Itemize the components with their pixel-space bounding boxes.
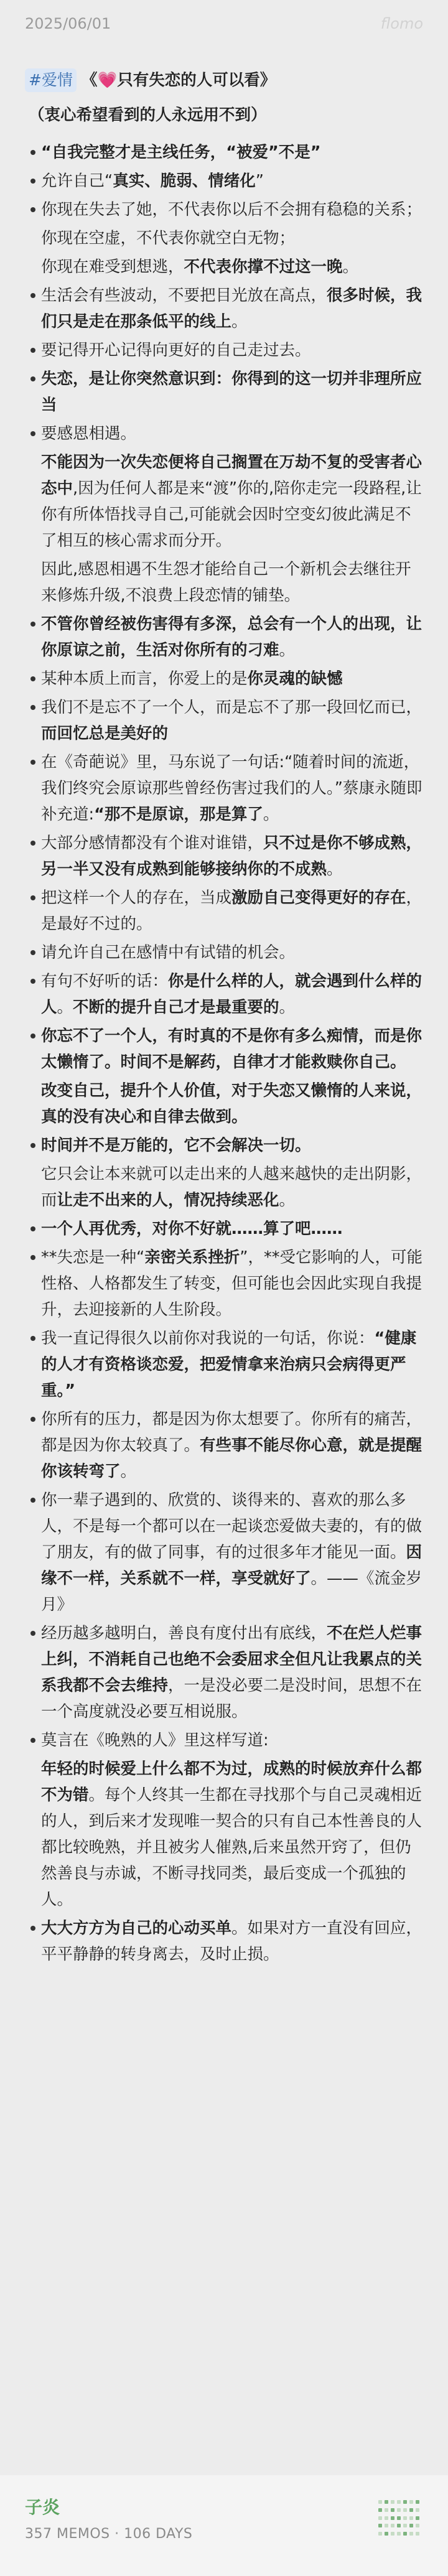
list-item-body bbox=[41, 1216, 427, 1242]
heatmap-cell bbox=[397, 2532, 401, 2536]
list-item bbox=[25, 611, 427, 663]
dot-icon bbox=[30, 293, 35, 298]
paragraph bbox=[41, 197, 427, 223]
list-item bbox=[25, 666, 427, 692]
dot-icon bbox=[30, 207, 35, 212]
bullet-dot-icon bbox=[25, 139, 41, 166]
list-item-body bbox=[41, 1132, 427, 1213]
heatmap-cell bbox=[391, 2516, 394, 2520]
list-item-body bbox=[41, 1325, 427, 1404]
list-item bbox=[25, 830, 427, 882]
bullet-dot-icon bbox=[25, 1244, 41, 1271]
bold-text: 而回忆总是美好的 bbox=[41, 724, 169, 743]
paragraph bbox=[41, 337, 427, 363]
list-item bbox=[25, 1216, 427, 1242]
text-segment: 。 bbox=[279, 1191, 296, 1210]
text-segment: 。每个人终其一生都在寻找那个与自己灵魂相近的人，到后来才发现唯一契合的只有自己本性善良的人都比较晚熟，并且被劣人催熟,后来虽然开窍了，但仍然善良与赤诚，不断寻找同类，最后变成一个孤独的人。 bbox=[41, 1786, 422, 1909]
memo-date: 2025/06/01 bbox=[25, 15, 111, 32]
dot-icon bbox=[30, 1226, 35, 1231]
heatmap-cell bbox=[385, 2516, 388, 2520]
dot-icon bbox=[30, 1255, 35, 1260]
memo-stats: 357 MEMOS · 106 DAYS bbox=[25, 2526, 193, 2542]
bullet-dot-icon bbox=[25, 1727, 41, 1753]
dot-icon bbox=[30, 348, 35, 353]
list-item-body bbox=[41, 885, 427, 937]
heatmap-cell bbox=[403, 2532, 407, 2536]
text-segment: 把这样一个人的存在，当成 bbox=[41, 889, 232, 907]
heatmap-cell bbox=[385, 2500, 388, 2504]
text-segment: 大部分感情都没有个谁对谁错， bbox=[41, 834, 264, 852]
bold-text: 一个人再优秀，对你不好就……算了吧…… bbox=[41, 1220, 343, 1238]
list-item-body bbox=[41, 139, 427, 166]
text-segment: 请允许自己在感情中有试错的机会。 bbox=[41, 943, 296, 962]
heatmap-cell bbox=[397, 2508, 401, 2512]
bullet-dot-icon bbox=[25, 337, 41, 363]
list-item-body bbox=[41, 749, 427, 828]
bullet-dot-icon bbox=[25, 749, 41, 775]
bold-text: “那不是原谅，那是算了 bbox=[94, 805, 263, 824]
text-segment: 它只会让本来就可以走出来的人越来越快的走出阴影，而 bbox=[41, 1165, 422, 1210]
list-item bbox=[25, 1487, 427, 1618]
paragraph bbox=[41, 885, 427, 937]
list-item-body bbox=[41, 282, 427, 335]
text-segment: 有句不好听的话： bbox=[41, 972, 169, 991]
paragraph bbox=[41, 666, 427, 692]
dot-icon bbox=[30, 841, 35, 846]
dot-icon bbox=[30, 950, 35, 955]
paragraph bbox=[41, 749, 427, 828]
list-item-body bbox=[41, 1727, 427, 1913]
paragraph bbox=[41, 1487, 427, 1618]
list-item bbox=[25, 749, 427, 828]
text-segment: 。 bbox=[342, 258, 359, 276]
list-item-body bbox=[41, 366, 427, 418]
text-segment: 。 bbox=[263, 805, 279, 824]
dot-icon bbox=[30, 1417, 35, 1422]
memo-subtitle: （衷心希望看到的人永远用不到） bbox=[29, 106, 267, 124]
dot-icon bbox=[30, 676, 35, 681]
paragraph bbox=[41, 1161, 427, 1213]
heatmap-cell bbox=[409, 2524, 413, 2527]
text-segment: 。 bbox=[279, 641, 296, 660]
heatmap-cell bbox=[378, 2516, 382, 2520]
bullet-dot-icon bbox=[25, 885, 41, 911]
paragraph bbox=[41, 968, 427, 1020]
dot-icon bbox=[30, 895, 35, 900]
list-item-body bbox=[41, 1915, 427, 1967]
bold-text: 改变自己，提升个人价值，对于失恋又懒惰的人来说，真的没有决心和自律去做到。 bbox=[41, 1081, 422, 1126]
dot-icon bbox=[30, 1336, 35, 1341]
paragraph bbox=[41, 225, 427, 251]
memo-content bbox=[0, 67, 448, 2469]
bold-text: 让走不出来的人，情况持续恶化 bbox=[57, 1191, 279, 1210]
paragraph bbox=[41, 1132, 427, 1159]
text-segment: **失恋是一种“ bbox=[41, 1248, 145, 1267]
text-segment: 你现在失去了她，不代表你以后不会拥有稳稳的关系； bbox=[41, 200, 422, 219]
bullet-dot-icon bbox=[25, 1132, 41, 1159]
text-segment: ，一是没必要二是没时间，思想不在一个高度就没必要互相说服。 bbox=[41, 1676, 422, 1721]
paragraph bbox=[41, 1915, 427, 1967]
bold-text: 不代表你撑不过这一晚 bbox=[184, 258, 343, 276]
list-item bbox=[25, 1620, 427, 1725]
list-item-body bbox=[41, 1406, 427, 1485]
heatmap-cell bbox=[391, 2500, 394, 2504]
heatmap-cell bbox=[378, 2532, 382, 2536]
list-item bbox=[25, 366, 427, 418]
bold-text: 亲密关系挫折 bbox=[144, 1248, 240, 1267]
paragraph bbox=[41, 1727, 427, 1753]
list-item-body bbox=[41, 968, 427, 1020]
list-item-body bbox=[41, 197, 427, 280]
list-item bbox=[25, 282, 427, 335]
heatmap-cell bbox=[378, 2524, 382, 2527]
paragraph bbox=[41, 556, 427, 609]
bold-text: 不能因为一次失恋便将自己搁置在万劫不复的受害者心态中 bbox=[41, 453, 422, 498]
bullet-dot-icon bbox=[25, 1216, 41, 1242]
text-segment: 生活会有些波动，不要把目光放在高点， bbox=[41, 286, 327, 305]
bold-text: 很多时候，我们只是走在那条低平的线上 bbox=[41, 286, 422, 331]
dot-icon bbox=[30, 376, 35, 381]
heatmap-cell bbox=[378, 2508, 382, 2512]
heatmap-cell bbox=[391, 2532, 394, 2536]
dot-icon bbox=[30, 1738, 35, 1743]
paragraph bbox=[41, 1406, 427, 1485]
list-item bbox=[25, 968, 427, 1020]
bold-text: 因缘不一样，关系就不一样，享受就好了 bbox=[41, 1543, 422, 1588]
memo-footer bbox=[0, 2475, 448, 2576]
heatmap-cell bbox=[416, 2508, 419, 2512]
bullet-dot-icon bbox=[25, 421, 41, 447]
paragraph bbox=[41, 1216, 427, 1242]
list-item bbox=[25, 337, 427, 363]
bold-text: 有些事不能尽你心意，就是提醒你该转弯了 bbox=[41, 1436, 422, 1481]
list-item-body bbox=[41, 830, 427, 882]
heatmap-cell bbox=[403, 2500, 407, 2504]
heatmap-cell bbox=[409, 2500, 413, 2504]
text-segment: 。 bbox=[279, 998, 296, 1017]
heatmap-cell bbox=[385, 2524, 388, 2527]
dot-icon bbox=[30, 979, 35, 984]
bold-text: 你灵魂的缺憾 bbox=[247, 670, 343, 688]
paragraph bbox=[41, 1756, 427, 1913]
heatmap-cell bbox=[403, 2516, 407, 2520]
dot-icon bbox=[30, 150, 35, 155]
list-item bbox=[25, 168, 427, 194]
list-item-body bbox=[41, 1244, 427, 1323]
text-segment: 我一直记得很久以前你对我说的一句话，你说： bbox=[41, 1329, 375, 1348]
bold-text: 你忘不了一个人，有时真的不是你有多么痴情，而是你太懒惰了。时间不是解药，自律才才能救赎你自己。 bbox=[41, 1027, 422, 1071]
heatmap-cell bbox=[416, 2500, 419, 2504]
list-item-body bbox=[41, 1487, 427, 1618]
text-segment: ” bbox=[255, 172, 264, 190]
bullet-dot-icon bbox=[25, 830, 41, 856]
list-item bbox=[25, 885, 427, 937]
bold-text: “自我完整才是主线任务，“被爱”不是” bbox=[41, 143, 321, 162]
text-segment: 某种本质上而言，你爱上的是 bbox=[41, 670, 248, 688]
list-item-body bbox=[41, 421, 427, 609]
memo-header bbox=[0, 0, 448, 44]
paragraph bbox=[41, 168, 427, 194]
list-item bbox=[25, 1406, 427, 1485]
list-item-body bbox=[41, 611, 427, 663]
list-item bbox=[25, 1132, 427, 1213]
paragraph bbox=[41, 1023, 427, 1075]
text-segment: 允许自己“ bbox=[41, 172, 113, 190]
dot-icon bbox=[30, 622, 35, 627]
paragraph bbox=[41, 694, 427, 747]
text-segment: 。——《流金岁月》 bbox=[41, 1569, 422, 1614]
title-text: 只有失恋的人可以看》 bbox=[117, 71, 276, 90]
brand-logo: flomo bbox=[380, 15, 423, 32]
heatmap-cell bbox=[397, 2516, 401, 2520]
bold-text: 不在烂人烂事上纠，不消耗自己也绝不会委屈求全但凡让我累点的关系我都不会去维持 bbox=[41, 1624, 422, 1695]
list-item-body bbox=[41, 666, 427, 692]
paragraph bbox=[41, 139, 427, 166]
heatmap-cell bbox=[416, 2532, 419, 2536]
bullet-dot-icon bbox=[25, 282, 41, 309]
bullet-dot-icon bbox=[25, 666, 41, 692]
bold-text: 不断的提升自己才是最重要的 bbox=[73, 998, 279, 1017]
list-item bbox=[25, 1915, 427, 1967]
bullet-dot-icon bbox=[25, 366, 41, 392]
list-item bbox=[25, 139, 427, 166]
text-segment: 。 bbox=[231, 312, 248, 331]
bold-text: 年轻的时候爱上什么都不为过，成熟的时候放弃什么都不为错 bbox=[41, 1760, 422, 1804]
paragraph bbox=[41, 1620, 427, 1725]
text-segment: 在《奇葩说》里，马东说了一句话:“随着时间的流逝，我们终究会原谅那些曾经伤害过我们的人。”蔡康永随即补充道: bbox=[41, 753, 422, 824]
list-item-body bbox=[41, 1620, 427, 1725]
list-item-body bbox=[41, 337, 427, 363]
author-name[interactable]: 子炎 bbox=[25, 2497, 60, 2518]
bold-text: 激励自己变得更好的存在 bbox=[231, 889, 406, 907]
text-segment: 。如果对方一直没有回应，平平静静的转身离去，及时止损。 bbox=[41, 1919, 422, 1964]
text-segment: 你所有的压力，都是因为你太想要了。你所有的痛苦，都是因为你太较真了。 bbox=[41, 1410, 422, 1455]
dot-icon bbox=[30, 1034, 35, 1038]
dot-icon bbox=[30, 1143, 35, 1148]
bullet-dot-icon bbox=[25, 1023, 41, 1049]
text-segment: 你现在难受到想逃， bbox=[41, 258, 184, 276]
heatmap-cell bbox=[409, 2516, 413, 2520]
text-segment: 。 bbox=[57, 998, 73, 1017]
memo-title bbox=[82, 67, 276, 93]
dot-icon bbox=[30, 431, 35, 436]
bullet-dot-icon bbox=[25, 1915, 41, 1941]
heart-icon: 💗 bbox=[97, 71, 118, 90]
dot-icon bbox=[30, 1926, 35, 1931]
memo-title-row bbox=[25, 67, 427, 93]
bullet-dot-icon bbox=[25, 1620, 41, 1646]
list-item bbox=[25, 197, 427, 280]
dot-icon bbox=[30, 1631, 35, 1636]
bold-text: 大大方方为自己的心动买单 bbox=[41, 1919, 232, 1938]
bullet-dot-icon bbox=[25, 694, 41, 721]
heatmap-dots-icon bbox=[378, 2500, 422, 2537]
heatmap-cell bbox=[403, 2524, 407, 2527]
dot-icon bbox=[30, 1498, 35, 1503]
bold-text: 只不过是你不够成熟，另一半又没有成熟到能够接纳你的不成熟 bbox=[41, 834, 422, 879]
text-segment: ”，**受它影响的人，可能性格、人格都发生了转变，但可能也会因此实现自我提升，去迎接新的人生阶段。 bbox=[41, 1248, 422, 1319]
paragraph bbox=[41, 282, 427, 335]
bullet-dot-icon bbox=[25, 1325, 41, 1351]
bullet-dot-icon bbox=[25, 1406, 41, 1432]
bold-text: 真实、脆弱、情绪化 bbox=[113, 172, 256, 190]
list-item bbox=[25, 1727, 427, 1913]
bold-text: 时间并不是万能的，它不会解决一切。 bbox=[41, 1136, 311, 1155]
bold-text: 失恋，是让你突然意识到：你得到的这一切并非理所应当 bbox=[41, 370, 422, 414]
heatmap-cell bbox=[397, 2500, 401, 2504]
heatmap-cell bbox=[409, 2508, 413, 2512]
heatmap-cell bbox=[378, 2500, 382, 2504]
bullet-dot-icon bbox=[25, 197, 41, 223]
heatmap-cell bbox=[397, 2524, 401, 2527]
heatmap-cell bbox=[391, 2524, 394, 2527]
heatmap-cell bbox=[403, 2508, 407, 2512]
paragraph bbox=[41, 254, 427, 280]
paragraph bbox=[41, 611, 427, 663]
tag-love[interactable]: #爱情 bbox=[25, 68, 77, 92]
paragraph bbox=[41, 421, 427, 447]
list-item-body bbox=[41, 1023, 427, 1130]
bullet-dot-icon bbox=[25, 168, 41, 194]
list-item bbox=[25, 1325, 427, 1404]
paragraph bbox=[41, 830, 427, 882]
paragraph bbox=[41, 1244, 427, 1323]
paragraph bbox=[41, 366, 427, 418]
text-segment: 要记得开心记得向更好的自己走过去。 bbox=[41, 341, 311, 360]
heatmap-cell bbox=[416, 2516, 419, 2520]
text-segment: ，是最好不过的。 bbox=[41, 889, 422, 933]
list-item bbox=[25, 940, 427, 966]
bullet-dot-icon bbox=[25, 611, 41, 637]
bullet-dot-icon bbox=[25, 1487, 41, 1513]
text-segment: 经历越多越明白，善良有度付出有底线， bbox=[41, 1624, 327, 1643]
heatmap-cell bbox=[416, 2524, 419, 2527]
list-item bbox=[25, 1244, 427, 1323]
text-segment: 我们不是忘不了一个人，而是忘不了那一段回忆而已， bbox=[41, 698, 422, 717]
list-item-body bbox=[41, 940, 427, 966]
heatmap-cell bbox=[409, 2532, 413, 2536]
heatmap-cell bbox=[391, 2508, 394, 2512]
dot-icon bbox=[30, 705, 35, 710]
text-segment: ,因为任何人都是来“渡”你的,陪你走完一段路程,让你有所体悟找寻自己,可能就会因时空变幻彼此满足不了相互的核心需求而分开。 bbox=[41, 479, 422, 550]
list-item-body bbox=[41, 694, 427, 747]
paragraph bbox=[41, 1325, 427, 1404]
dot-icon bbox=[30, 179, 35, 184]
text-segment: 。 bbox=[327, 860, 343, 879]
bold-text: “健康的人才有资格谈恋爱，把爱情拿来治病只会病得更严重。” bbox=[41, 1329, 417, 1400]
text-segment: 。 bbox=[120, 1462, 137, 1481]
paragraph bbox=[41, 449, 427, 554]
paragraph bbox=[41, 1078, 427, 1130]
list-item bbox=[25, 421, 427, 609]
heatmap-cell bbox=[385, 2532, 388, 2536]
text-segment: 你一辈子遇到的、欣赏的、谈得来的、喜欢的那么多人，不是每一个都可以在一起谈恋爱做夫妻的，有的做了朋友，有的做了同事，有的过很多年才能见一面。 bbox=[41, 1491, 422, 1562]
memo-bullet-list bbox=[25, 139, 427, 1967]
paragraph bbox=[41, 940, 427, 966]
bold-text: 不管你曾经被伤害得有多深，总会有一个人的出现，让你原谅之前，生活对你所有的刁难 bbox=[41, 615, 422, 660]
bullet-dot-icon bbox=[25, 940, 41, 966]
list-item bbox=[25, 694, 427, 747]
text-segment: 因此,感恩相遇不生怨才能给自己一个新机会去继往开来修炼升级,不浪费上段恋情的铺垫。 bbox=[41, 560, 411, 605]
list-item-body bbox=[41, 168, 427, 194]
bullet-dot-icon bbox=[25, 968, 41, 994]
text-segment: 你现在空虚，不代表你就空白无物； bbox=[41, 229, 296, 248]
bold-text: 你是什么样的人，就会遇到什么样的人 bbox=[41, 972, 422, 1017]
dot-icon bbox=[30, 760, 35, 765]
heatmap-cell bbox=[385, 2508, 388, 2512]
text-segment: 莫言在《晚熟的人》里这样写道: bbox=[41, 1731, 269, 1750]
text-segment: 要感恩相遇。 bbox=[41, 424, 137, 443]
list-item bbox=[25, 1023, 427, 1130]
title-open-bracket: 《 bbox=[81, 71, 98, 90]
